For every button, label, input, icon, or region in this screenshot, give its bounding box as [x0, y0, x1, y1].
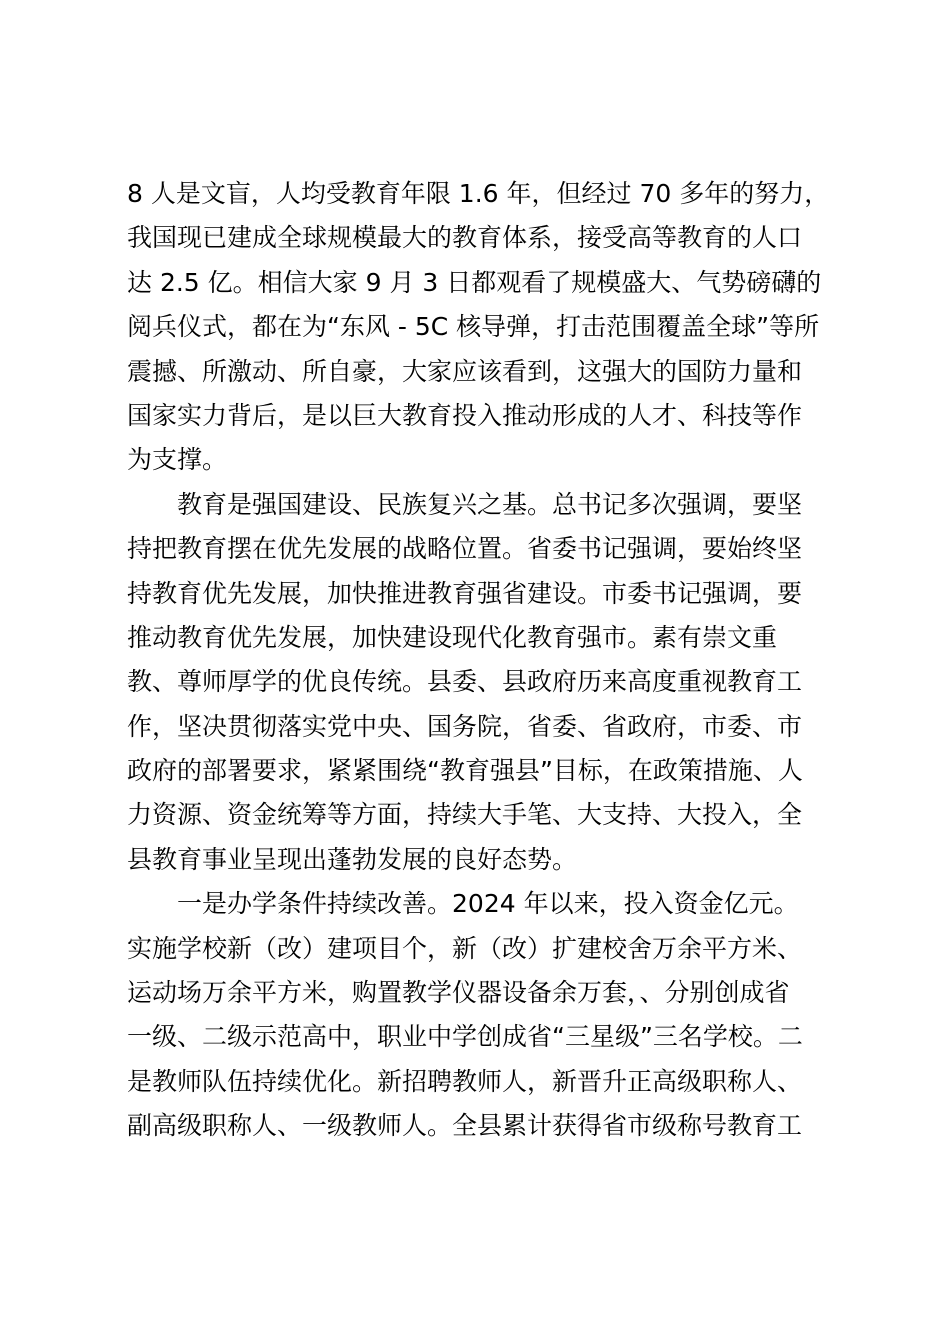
text-line: 政府的部署要求，紧紧围绕“教育强县”目标，在政策措施、人: [127, 756, 803, 786]
text-line: 副高级职称人、一级教师人。全县累计获得省市级称号教育工: [127, 1111, 803, 1141]
text-line: 一级、二级示范高中，职业中学创成省“三星级”三名学校。二: [127, 1022, 803, 1052]
text-line: 推动教育优先发展，加快建设现代化教育强市。素有崇文重: [127, 622, 778, 652]
document-body: [127, 172, 830, 1149]
text-line: 是教师队伍持续优化。新招聘教师人，新晋升正高级职称人、: [127, 1066, 803, 1096]
text-line: 力资源、资金统筹等方面，持续大手笔、大支持、大投入，全: [127, 800, 803, 830]
text-line: 为支撑。: [127, 445, 228, 475]
text-line: 教、尊师厚学的优良传统。县委、县政府历来高度重视教育工: [127, 667, 803, 697]
paragraph-first-line: 教育是强国建设、民族复兴之基。总书记多次强调，要坚: [177, 489, 803, 519]
text-line: 持把教育摆在优先发展的战略位置。省委书记强调，要始终坚: [127, 534, 803, 564]
paragraph-first-line: 一是办学条件持续改善。2024 年以来，投入资金亿元。: [177, 889, 799, 919]
text-line: 我国现已建成全球规模最大的教育体系，接受高等教育的人口: [127, 223, 803, 253]
text-line: 8 人是文盲，人均受教育年限 1.6 年，但经过 70 多年的努力，: [127, 179, 830, 208]
text-line: 国家实力背后，是以巨大教育投入推动形成的人才、科技等作: [127, 400, 803, 430]
text-line: 达 2.5 亿。相信大家 9 月 3 日都观看了规模盛大、气势磅礴的: [127, 267, 822, 297]
text-line: 实施学校新（改）建项目个，新（改）扩建校舍万余平方米、: [127, 933, 803, 963]
text-line: 震撼、所激动、所自豪，大家应该看到，这强大的国防力量和: [127, 356, 803, 386]
text-line: 持教育优先发展，加快推进教育强省建设。市委书记强调，要: [127, 578, 803, 608]
text-line: 运动场万余平方米，购置教学仪器设备余万套，、分别创成省: [127, 978, 790, 1008]
text-line: 县教育事业呈现出蓬勃发展的良好态势。: [127, 844, 578, 874]
text-line: 作，坚决贯彻落实党中央、国务院，省委、省政府，市委、市: [127, 711, 803, 741]
text-line: 阅兵仪式，都在为“东风 - 5C 核导弹，打击范围覆盖全球”等所: [127, 312, 820, 342]
